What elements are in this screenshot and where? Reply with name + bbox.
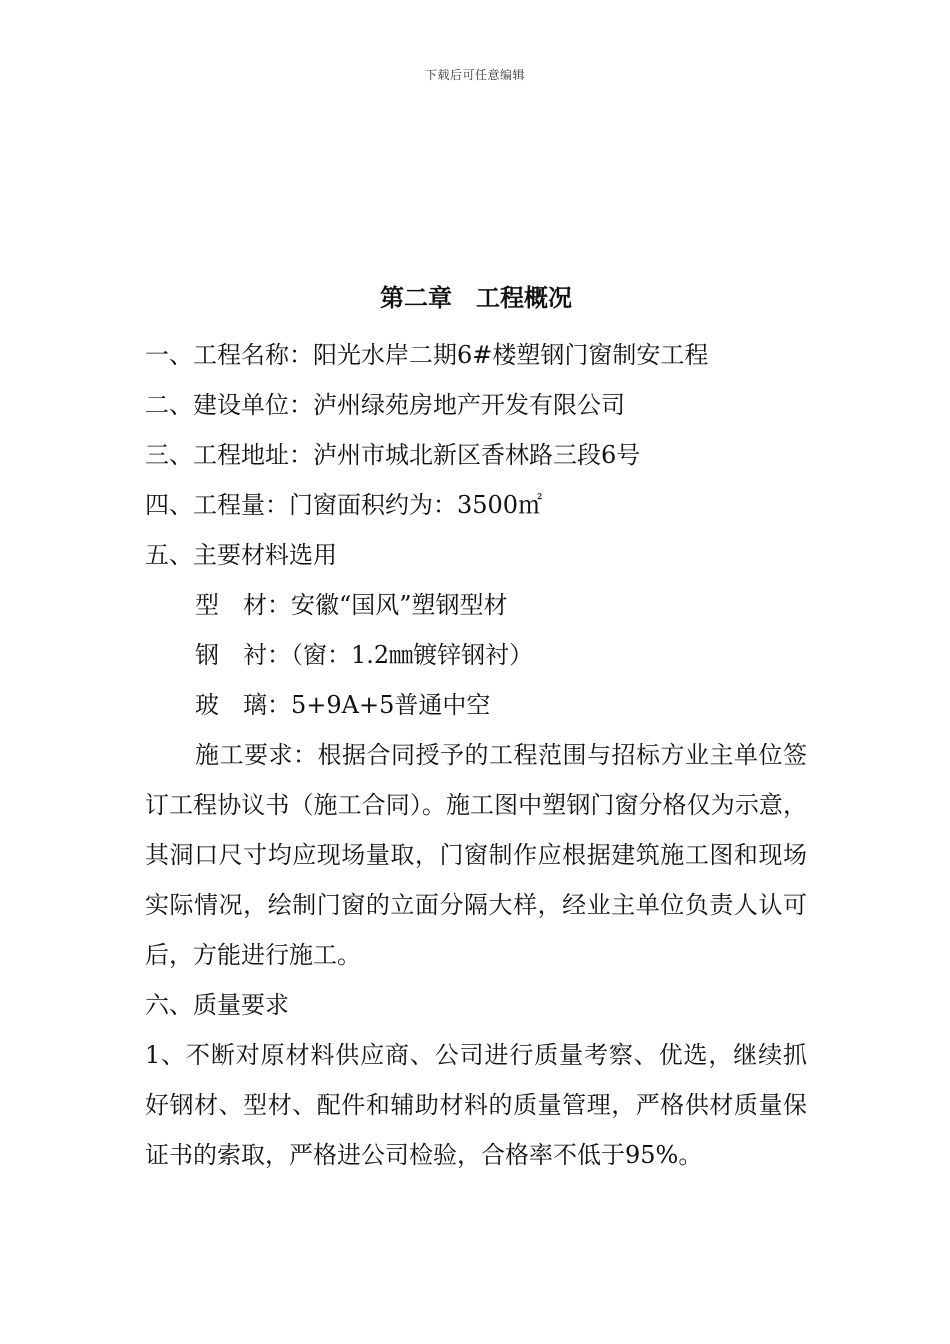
chapter-title: 第二章 工程概况: [380, 283, 572, 312]
material-glass: 玻 璃：5+9A+5普通中空: [195, 691, 491, 719]
materials-heading: 五、主要材料选用: [145, 541, 337, 569]
address-line: 三、工程地址：泸州市城北新区香林路三段6号: [145, 441, 641, 469]
material-profile: 型 材：安徽“国风”塑钢型材: [195, 591, 508, 619]
material-steel-lining: 钢 衬：（窗：1.2㎜镀锌钢衬）: [195, 641, 534, 669]
project-name-line: 一、工程名称：阳光水岸二期6#楼塑钢门窗制安工程: [145, 341, 709, 369]
builder-line: 二、建设单位：泸州绿苑房地产开发有限公司: [145, 391, 625, 419]
construction-requirements-paragraph: 施工要求：根据合同授予的工程范围与招标方业主单位签订工程协议书（施工合同）。施工图中塑钢门窗分格仅为示意，其洞口尺寸均应现场量取，门窗制作应根据建筑施工图和现场实际情况，绘制门窗的立面分隔大样，经业主单位负责人认可后，方能进行施工。: [145, 741, 807, 969]
quality-item-1: 1、不断对原材料供应商、公司进行质量考察、优选，继续抓好钢材、型材、配件和辅助材料的质量管理，严格供材质量保证书的索取，严格进公司检验，合格率不低于95%。: [145, 1041, 807, 1169]
page-header-note: 下载后可任意编辑: [424, 68, 525, 82]
quantity-line: 四、工程量：门窗面积约为：3500㎡: [145, 491, 543, 519]
quality-heading: 六、质量要求: [145, 991, 289, 1019]
document-body: [145, 280, 807, 1180]
